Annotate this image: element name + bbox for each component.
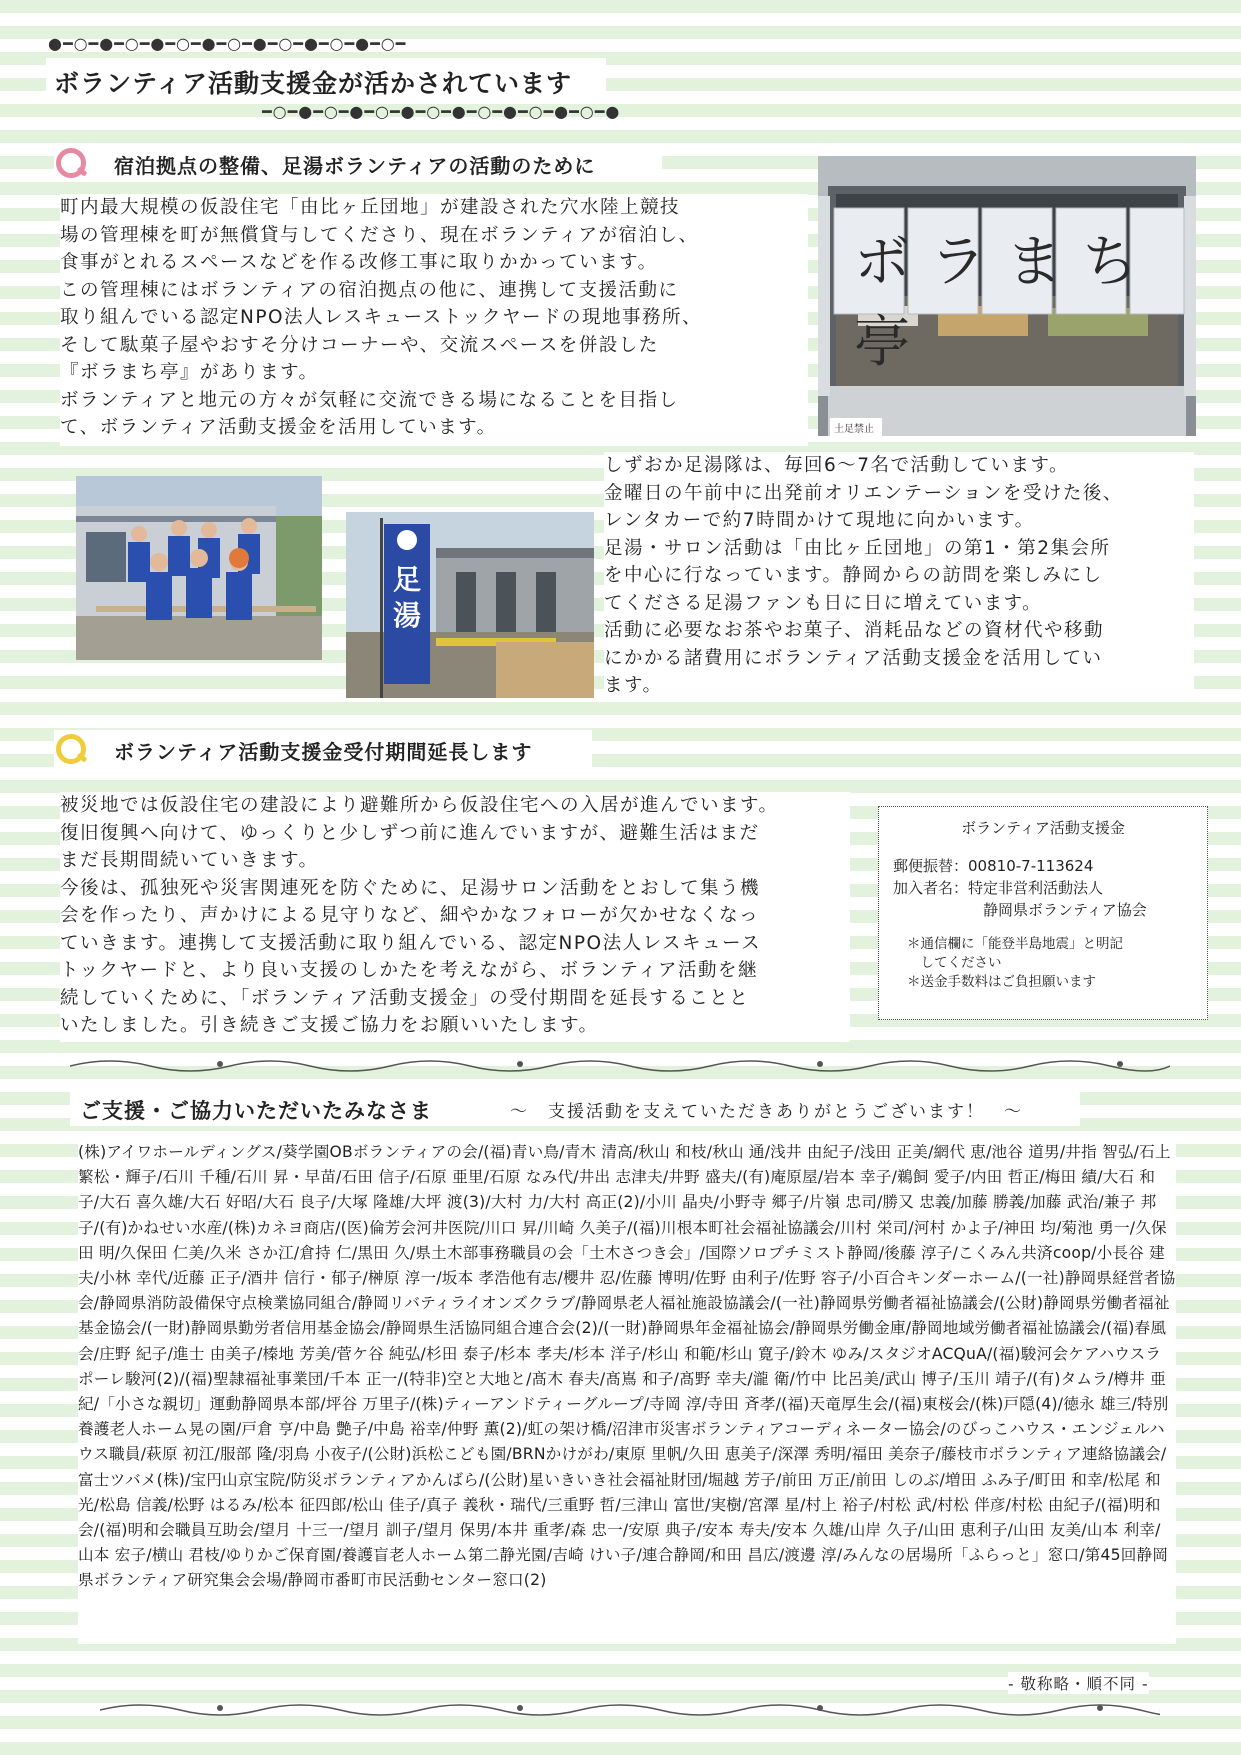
supporters-list: (株)アイワホールディングス/葵学園OBボランティアの会/(福)青い鳥/青木 清高/秋山 和枝/秋山 通/浅井 由紀子/浅田 正美/網代 恵/池谷 道男/井指 智弘/石上 繁松・輝子/石川 千種/石川 昇・早苗/石田 信子/石原 亜里/石原 なみ代/井出 志津夫/井野 盛夫/(有)庵原屋/岩本 幸子/鵜飼 愛子/内田 哲正/梅田 績/大石 和子/大石 喜久雄/大石 好昭/大石 良子/大塚 隆雄/大坪 渡(3)/大村 力/大村 高正(2)/小川 晶央/小野寺 郷子/片嶺 忠司/勝又 忠義/加藤 勝義/加藤 武治/兼子 邦子/(有)かねせい水産/(株)カネヨ商店/(医)倫芳会河井医院/川口 昇/川崎 久美子/(福)川根本町社会福祉協議会/川村 栄司/河村 かよ子/神田 均/菊池 勇一/久保田 明/久保田 仁美/久米 さか江/倉持 仁/黒田 久/県土木部事務職員の会「土木さつき会」/国際ソロプチミスト静岡/後藤 淳子/こくみん共済coop/小長谷 建夫/小林 幸代/近藤 正子/酒井 信行・郁子/榊原 淳一/坂本 孝浩他有志/櫻井 忍/佐藤 博明/佐野 由利子/佐野 容子/小百合キンダーホーム/(一社)静岡県経営者協会/静岡県消防設備保守点検業協同組合/静岡リバティライオンズクラブ/静岡県老人福祉施設協議会/(一社)静岡県労働者福祉協議会/(公財)静岡県労働者福祉基金協会/(一財)静岡県勤労者信用基金協会/静岡県生活協同組合連合会(2)/(一財)静岡県年金福祉協会/静岡県労働金庫/静岡地域労働者福祉協議会/(福)春風会/庄野 紀子/進士 由美子/榛地 芳美/菅ケ谷 純弘/杉田 泰子/杉本 孝夫/杉本 洋子/杉山 和範/杉山 寛子/鈴木 ゆみ/スタジオACQuA/(福)駿河会ケアハウスラポーレ駿河(2)/(福)聖隷福祉事業団/千本 正一/(特非)空と大地と/髙木 春夫/髙嶌 和子/髙野 幸夫/瀧 衛/竹中 比呂美/武山 博子/玉川 靖子/(有)タムラ/樽井 亜紀/「小さな親切」運動静岡県本部/坪谷 万里子/(株)ティーアンドティーグループ/寺岡 淳/寺田 斉孝/(福)天竜厚生会/(福)東桜会/(株)戸隠(4)/徳永 雄三/特別養護老人ホーム晃の園/戸倉 亨/中島 艶子/中島 裕幸/仲野 薫(2)/虹の架け橋/沼津市災害ボランティアコーディネーター協会/のびっこハウス・エンジェルハウス職員/萩原 初江/服部 隆/羽鳥 小夜子/(公財)浜松こども園/BRNかけがわ/東原 里帆/久田 恵美子/深澤 秀明/福田 美奈子/藤枝市ボランティア連絡協議会/富士ツバメ(株)/宝円山京宝院/防災ボランティアかんばら/(公財)星いきいき社会福祉財団/堀越 芳子/前田 万正/前田 しのぶ/増田 ふみ子/町田 和幸/松尾 和光/松島 信義/松野 はるみ/松本 征四郎/松山 佳子/真子 義秋・瑞代/三重野 哲/三津山 富世/実樹/宮澤 星/村上 裕子/村松 武/村松 伴彦/村松 由紀子/(福)明和会/(福)明和会職員互助会/望月 十三一/望月 訓子/望月 保男/本井 重孝/森 忠一/安原 典子/安本 寿夫/安本 久雄/山岸 久子/山田 恵利子/山田 友美/山本 利幸/山本 宏子/横山 君枝/ゆりかご保育園/養護盲老人ホーム第二静光園/吉崎 けい子/連合静岡/和田 昌広/渡邊 淳/みんなの居場所「ふらっと」窓口/第45回静岡県ボランティア研究集会会場/静岡市番町市民活動センター窓口(2) (78, 1140, 1176, 1644)
holder-row (893, 877, 1193, 899)
photo-sign-small-text: 土足禁止 (834, 424, 874, 435)
bead-decoration-bottom: ━○━●━○━●━○━●━○━●━○━●━○━●━○━● (262, 102, 621, 121)
postal-label: 郵便振替： (893, 857, 969, 875)
section1-title-bar (54, 144, 662, 182)
supporters-thanks: ～ 支援活動を支えていただきありがとうございます！ ～ (510, 1102, 1023, 1122)
holder-line1: 特定非営利活動法人 (968, 879, 1104, 897)
supporters-title: ご支援・ご協力いただいたみなさま (80, 1099, 432, 1123)
section2-paragraph: 被災地では仮設住宅の建設により避難所から仮設住宅への入居が進んでいます。 復旧復興へ向けて、ゆっくりと少しずつ前に進んでいますが、避難生活はまだ まだ長期間続いていきます。 今後は、孤独死や災害関連死を防ぐために、足湯サロン活動をとおして集う機 会を作ったり、声かけによる見守りなど、細やかなフォローが欠かせなくなっ ていきます。連携して支援活動に取り組んでいる、認定NPO法人レスキュース トックヤードと、より良い支援のしかたを考えながら、ボランティア活動を継 続していくために、「ボランティア活動支援金」の受付期間を延長することと いたしました。引き続きご支援ご協力をお願いいたします。 (60, 792, 850, 1042)
photo-sign-text: ボラまち亭 (854, 230, 1158, 375)
flourish-divider-bottom (100, 1696, 1160, 1720)
q-icon (56, 148, 86, 178)
note-fee: ＊送金手数料はご負担願います (907, 974, 1096, 990)
photo-ashiyu-banner (346, 512, 594, 698)
flourish-divider-top (70, 1052, 1170, 1076)
holder-label: 加入者名： (893, 879, 969, 897)
section1-title: 宿泊拠点の整備、足湯ボランティアの活動のために (114, 154, 596, 178)
note-remarks: ＊通信欄に「能登半島地震」と明記 してください (907, 936, 1123, 971)
supporters-footer-note: - 敬称略・順不同 - (1008, 1672, 1149, 1694)
section2-title: ボランティア活動支援金受付期間延長します (114, 740, 533, 764)
donation-info-box (878, 806, 1208, 1020)
q-icon (56, 734, 86, 764)
holder-line2: 静岡県ボランティア協会 (983, 901, 1147, 919)
section2-title-bar (54, 730, 592, 768)
photo-banner-text: 足湯 (392, 563, 421, 632)
photo-boramachitei (818, 156, 1196, 436)
supporters-heading-bar (70, 1088, 1080, 1126)
header-banner (46, 58, 606, 100)
photo-volunteer-group (76, 476, 322, 660)
box-title: ボランティア活動支援金 (961, 819, 1125, 837)
postal-transfer-row (893, 855, 1193, 877)
page-title: ボランティア活動支援金が活かされています (54, 69, 573, 98)
postal-number: 00810-7-113624 (968, 857, 1094, 875)
bead-decoration-top: ●━○━●━○━●━○━●━○━●━○━●━○━●━○━ (48, 34, 407, 53)
section1-paragraph2: しずおか足湯隊は、毎回6～7名で活動しています。 金曜日の午前中に出発前オリエンテーションを受けた後、 レンタカーで約7時間かけて現地に向かいます。 足湯・サロン活動は「由比ヶ丘団地」の第1・第2集会所 を中心に行なっています。静岡からの訪問を楽しみにし てくださる足湯ファンも日に日に増えています。 活動に必要なお茶やお菓子、消耗品などの資材代や移動 にかかる諸費用にボランティア活動支援金を活用してい ます。 (604, 452, 1194, 700)
section1-paragraph1: 町内最大規模の仮設住宅「由比ヶ丘団地」が建設された穴水陸上競技 場の管理棟を町が無償貸与してくださり、現在ボランティアが宿泊し、 食事がとれるスペースなどを作る改修工事に取りかかっています。 この管理棟にはボランティアの宿泊拠点の他に、連携して支援活動に 取り組んでいる認定NPO法人レスキューストックヤードの現地事務所、 そして駄菓子屋やおすそ分けコーナーや、交流スペースを併設した 『ボラまち亭』があります。 ボランティアと地元の方々が気軽に交流できる場になることを目指し て、ボランティア活動支援金を活用しています。 (60, 194, 808, 446)
